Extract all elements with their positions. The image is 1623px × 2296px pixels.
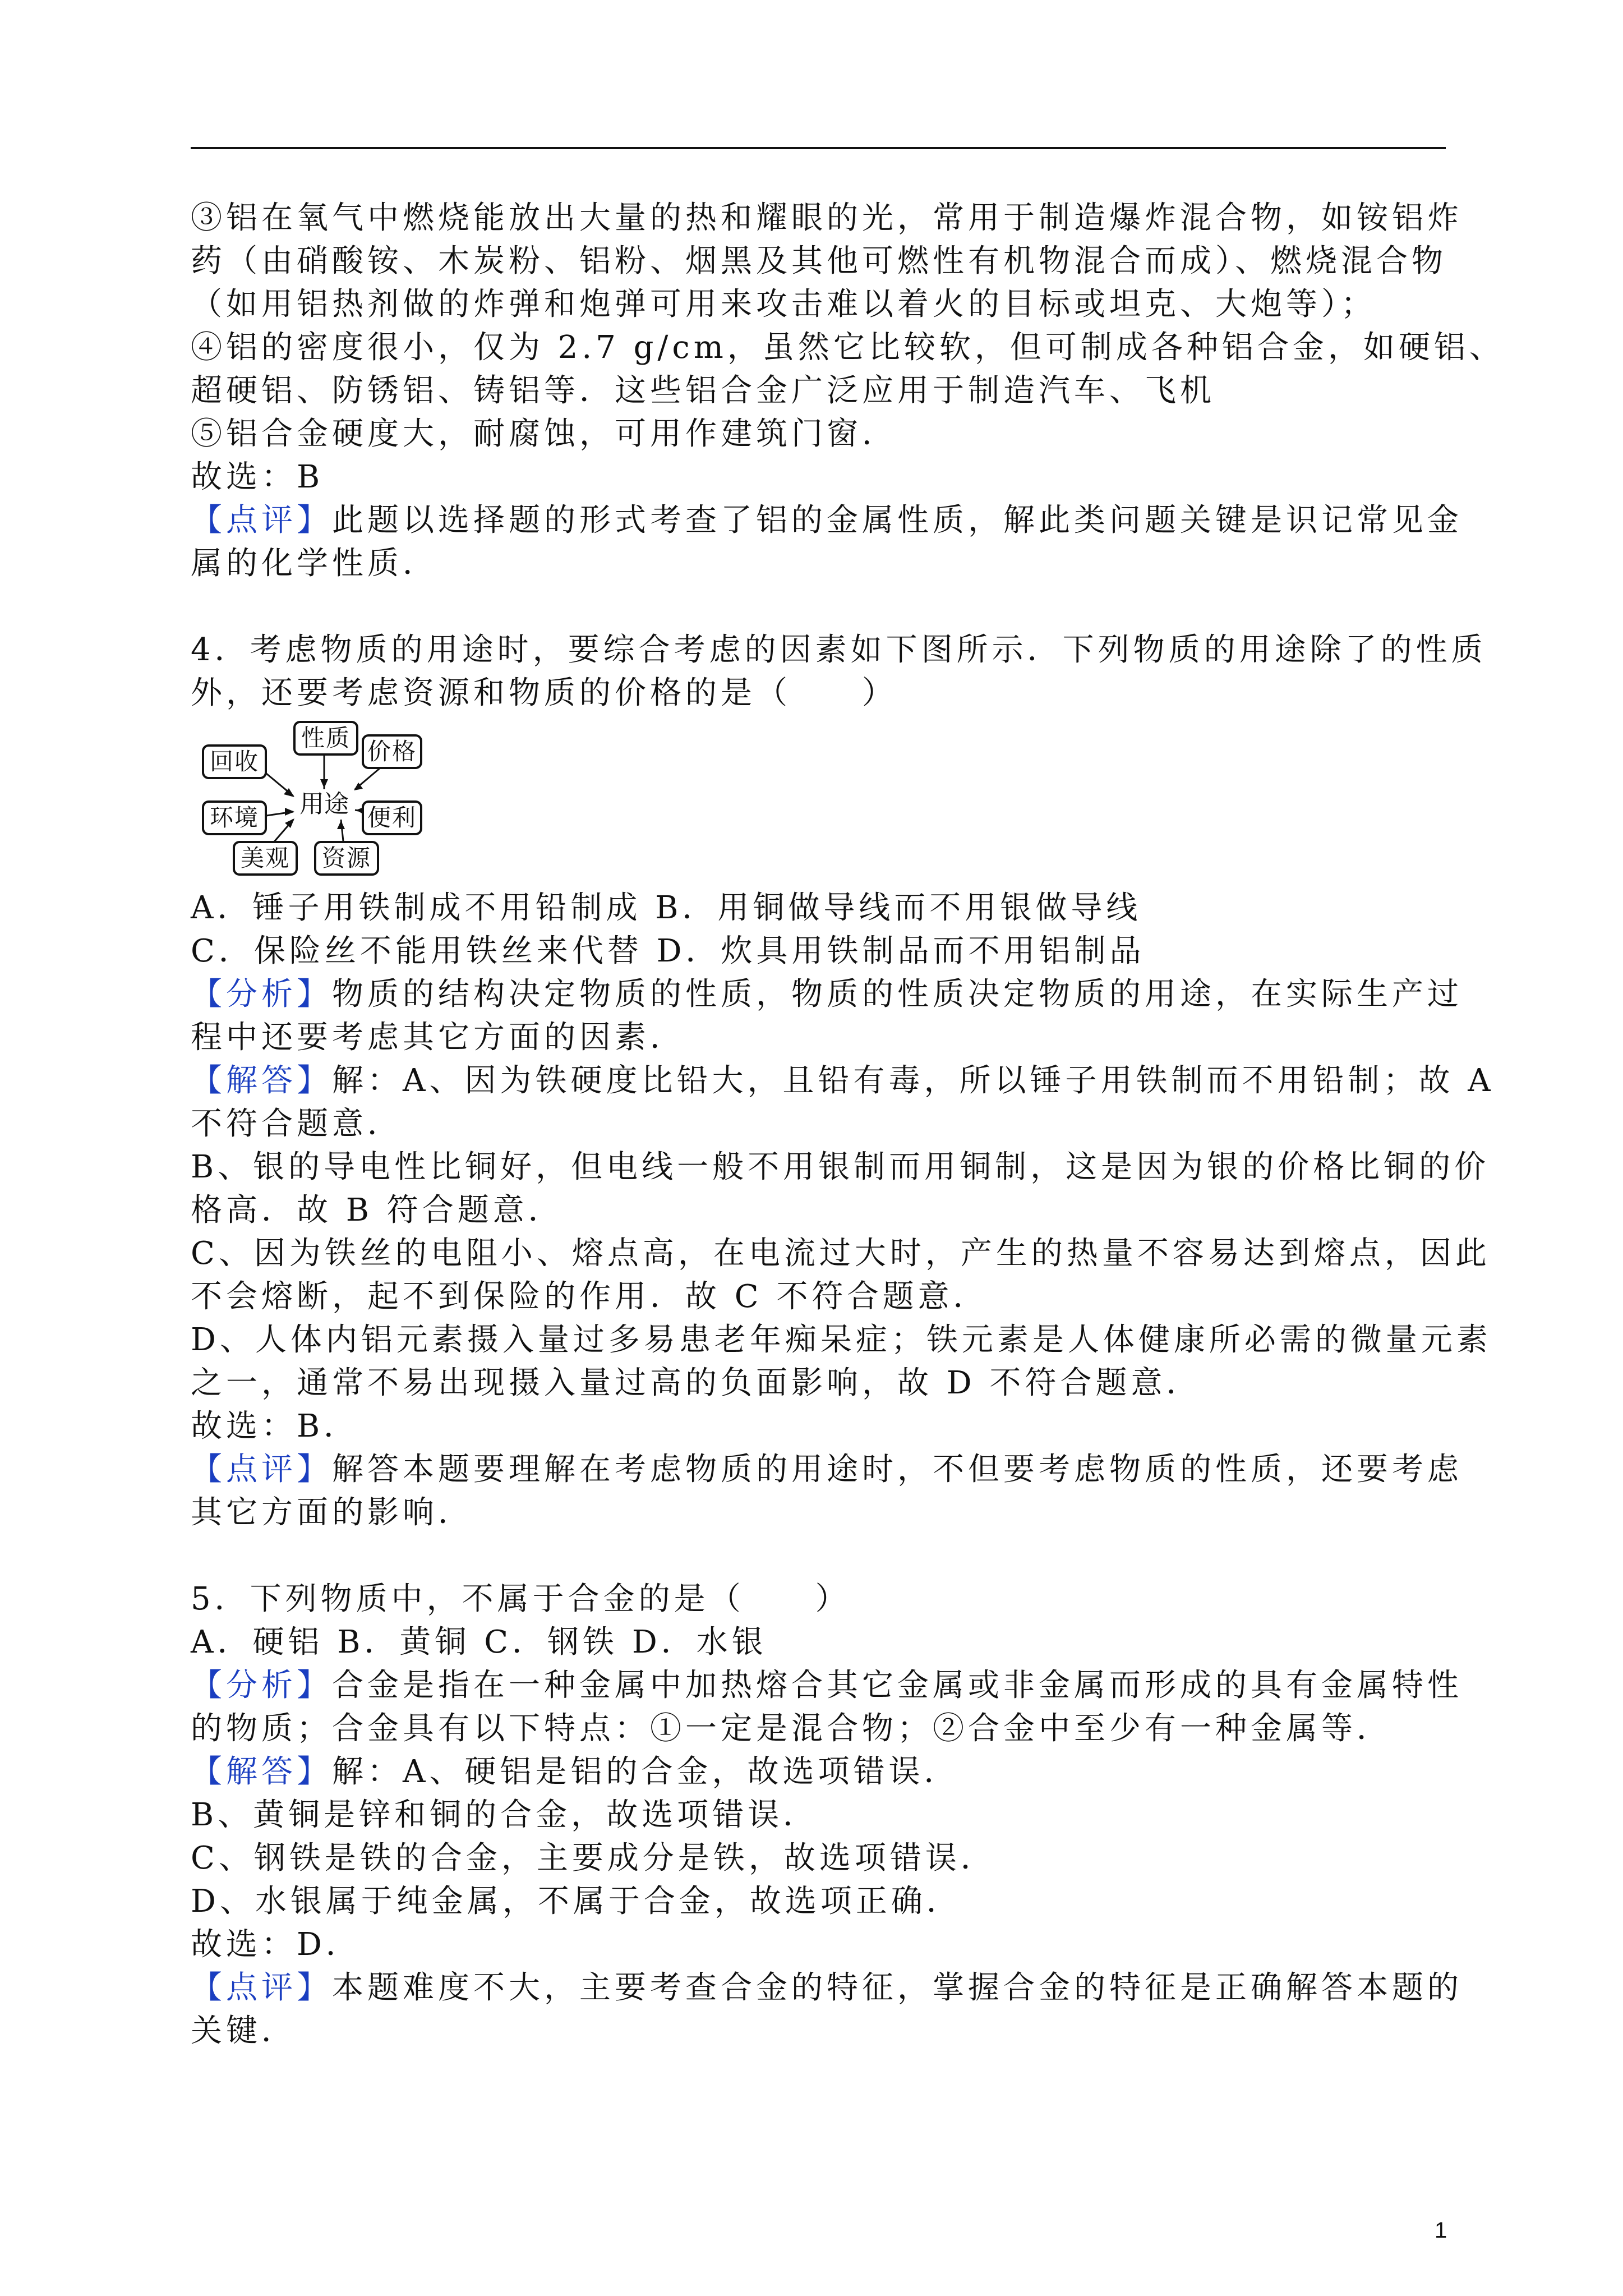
analysis-text: 合金是指在一种金属中加热熔合其它金属或非金属而形成的具有金属特性 <box>332 1667 1463 1704</box>
q5-options: A．硬铝 B．黄铜 C．钢铁 D．水银 <box>191 1624 767 1660</box>
analysis-text: 物质的结构决定物质的性质，物质的性质决定物质的用途，在实际生产过 <box>332 976 1463 1013</box>
diagram-node-huishou: 回收 <box>202 744 267 779</box>
q3-comment-line <box>191 499 1463 542</box>
diagram-center-label: 用途 <box>299 790 349 818</box>
text-line: D、水银属于纯金属，不属于合金，故选项正确． <box>191 1883 962 1920</box>
diagram-node-jiage: 价格 <box>362 734 422 769</box>
text-line: 的物质；合金具有以下特点：①一定是混合物；②合金中至少有一种金属等． <box>191 1710 1392 1747</box>
answer-tag: 【解答】 <box>191 1062 332 1099</box>
text-line: 不符合题意． <box>191 1106 403 1142</box>
text-line: ④铝的密度很小，仅为 2.7 g/cm，虽然它比较软，但可制成各种铝合金，如硬铝、 <box>191 329 1505 366</box>
analysis-tag: 【分析】 <box>191 976 332 1013</box>
page-number: 1 <box>1435 2218 1447 2243</box>
diagram-node-ziyuan: 资源 <box>314 841 379 876</box>
answer-text: 解：A、硬铝是铝的合金，故选项错误． <box>332 1754 960 1790</box>
text-line: 关键． <box>191 2013 297 2049</box>
text-line: 其它方面的影响． <box>191 1494 473 1531</box>
comment-text: 解答本题要理解在考虑物质的用途时，不但要考虑物质的性质，还要考虑 <box>332 1451 1463 1488</box>
text-line: 超硬铝、防锈铝、铸铝等．这些铝合金广泛应用于制造汽车、飞机 <box>191 372 1215 409</box>
text-line: 不会熔断，起不到保险的作用．故 C 不符合题意． <box>191 1278 989 1315</box>
diagram-node-huanjing: 环境 <box>202 800 267 835</box>
comment-text: 本题难度不大，主要考查合金的特征，掌握合金的特征是正确解答本题的 <box>332 1970 1463 2006</box>
comment-tag: 【点评】 <box>191 1970 332 2006</box>
text-line: B、黄铜是锌和铜的合金，故选项错误． <box>191 1797 819 1833</box>
q4-options: C．保险丝不能用铁丝来代替 D．炊具用铁制品而不用铝制品 <box>191 933 1145 969</box>
header-rule <box>191 147 1446 149</box>
analysis-tag: 【分析】 <box>191 1667 332 1704</box>
text-line: 属的化学性质． <box>191 545 438 582</box>
q4-stem: 外，还要考虑资源和物质的价格的是（ ） <box>191 675 897 711</box>
text-line: 之一，通常不易出现摄入量过高的负面影响，故 D 不符合题意． <box>191 1365 1202 1401</box>
q4-analysis-line <box>191 973 1463 1016</box>
text-line: 故选：B． <box>191 1408 359 1444</box>
answer-tag: 【解答】 <box>191 1754 332 1790</box>
text-line: 故选：D． <box>191 1926 361 1963</box>
usage-factors-diagram <box>199 717 423 877</box>
text-line: 故选：B <box>191 459 324 495</box>
q4-comment-line <box>191 1448 1463 1491</box>
q5-comment-line <box>191 1966 1463 2009</box>
q4-stem: 4．考虑物质的用途时，要综合考虑的因素如下图所示．下列物质的用途除了的性质 <box>191 632 1487 668</box>
answer-text: 解：A、因为铁硬度比铅大，且铅有毒，所以锤子用铁制而不用铅制；故 A <box>332 1062 1495 1099</box>
q5-analysis-line <box>191 1664 1463 1707</box>
text-line: D、人体内铝元素摄入量过多易患老年痴呆症；铁元素是人体健康所必需的微量元素 <box>191 1322 1492 1358</box>
comment-text: 此题以选择题的形式考查了铝的金属性质，解此类问题关键是识记常见金 <box>332 502 1463 539</box>
text-line: ③铝在氧气中燃烧能放出大量的热和耀眼的光，常用于制造爆炸混合物，如铵铝炸 <box>191 200 1463 236</box>
text-line: 格高．故 B 符合题意． <box>191 1192 564 1228</box>
diagram-node-meiguan: 美观 <box>233 841 298 876</box>
text-line: C、因为铁丝的电阻小、熔点高，在电流过大时，产生的热量不容易达到熔点，因此 <box>191 1235 1491 1272</box>
page-content <box>191 196 1505 2053</box>
comment-tag: 【点评】 <box>191 502 332 539</box>
text-line: B、银的导电性比铜好，但电线一般不用银制而用铜制，这是因为银的价格比铜的价 <box>191 1149 1490 1185</box>
text-line: C、钢铁是铁的合金，主要成分是铁，故选项错误． <box>191 1840 996 1876</box>
text-line: 药（由硝酸铵、木炭粉、铝粉、烟黑及其他可燃性有机物混合而成）、燃烧混合物 <box>191 243 1447 279</box>
q4-answer-line <box>191 1059 1495 1102</box>
text-line: ⑤铝合金硬度大，耐腐蚀，可用作建筑门窗． <box>191 416 897 452</box>
diagram-node-xingzhi: 性质 <box>293 721 358 756</box>
text-line: （如用铝热剂做的炸弹和炮弹可用来攻击难以着火的目标或坦克、大炮等）； <box>191 286 1376 323</box>
q5-stem: 5．下列物质中，不属于合金的是（ ） <box>191 1581 851 1617</box>
text-line: 程中还要考虑其它方面的因素． <box>191 1019 685 1056</box>
q4-options: A．锤子用铁制成不用铅制成 B．用铜做导线而不用银做导线 <box>191 890 1142 926</box>
q5-answer-line <box>191 1750 1447 1793</box>
comment-tag: 【点评】 <box>191 1451 332 1488</box>
diagram-node-bianli: 便利 <box>362 800 422 835</box>
